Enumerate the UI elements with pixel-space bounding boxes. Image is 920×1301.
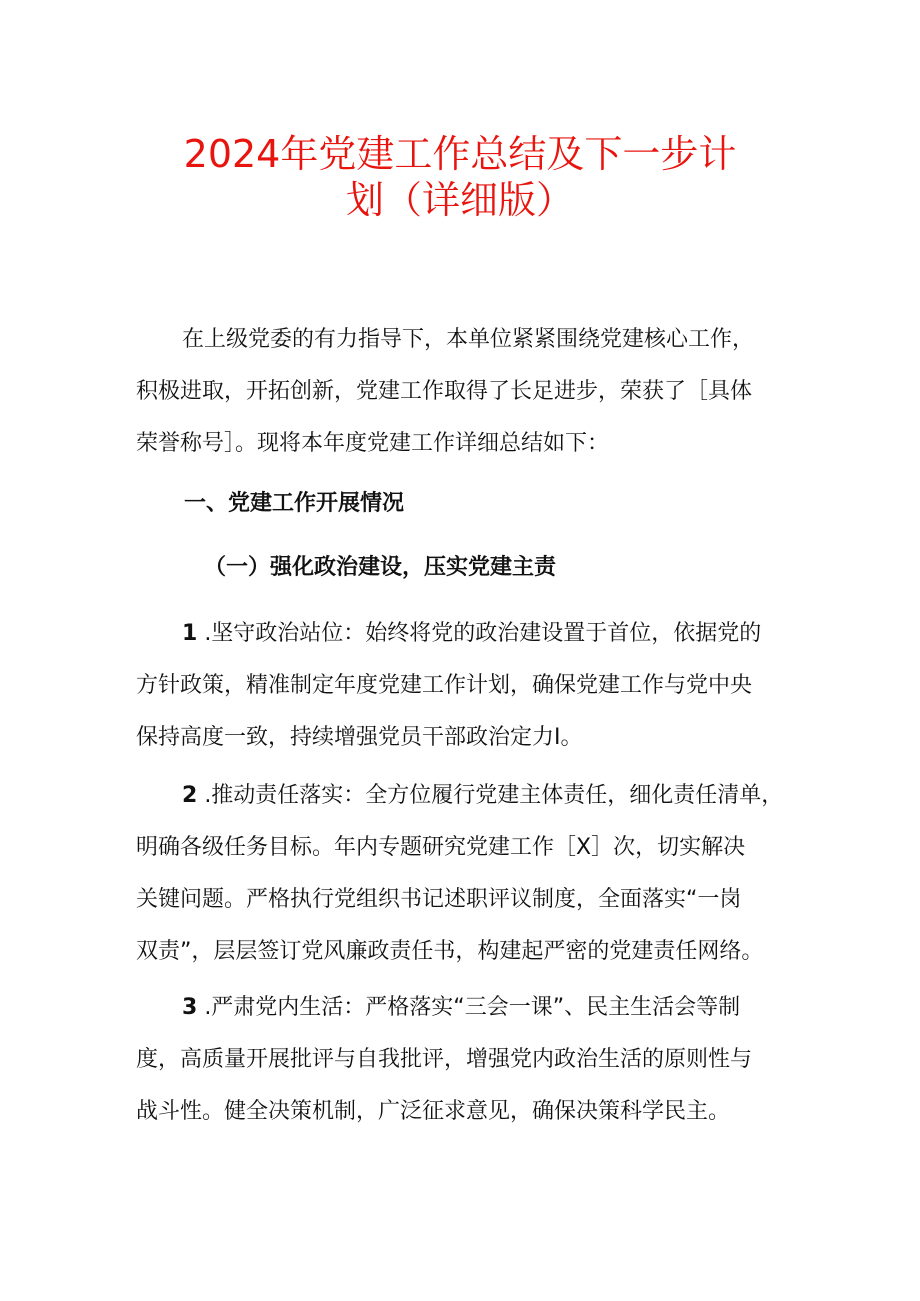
item-3-first-line	[136, 982, 796, 1034]
item-2-first-text: .推动责任落实：全方位履行党建主体责任，细化责任清单，	[204, 783, 784, 808]
intro-line-3: 荣誉称号］。现将本年度党建工作详细总结如下：	[136, 431, 610, 456]
item-2-line-4: 双责”，层层签订党风廉政责任书，构建起严密的党建责任网络。	[136, 939, 764, 964]
item-2-paragraph	[136, 770, 796, 978]
item-1-first-line	[136, 608, 796, 660]
item-1-paragraph	[136, 608, 796, 764]
section-heading: 一、党建工作开展情况	[184, 491, 405, 516]
document-title-line-1: 2024年党建工作总结及下一步计	[183, 132, 737, 176]
item-3-line-2: 度，高质量开展批评与自我批评，增强党内政治生活的原则性与	[136, 1047, 753, 1072]
item-3-number: 3	[182, 995, 198, 1020]
item-2-first-line	[136, 770, 796, 822]
item-1-number: 1	[182, 621, 198, 646]
document-title-line-2: 划（详细版）	[345, 178, 574, 222]
item-1-first-text: .坚守政治站位：始终将党的政治建设置于首位，依据党的	[204, 621, 762, 646]
item-3-line-3: 战斗性。健全决策机制，广泛征求意见，确保决策科学民主。	[136, 1099, 731, 1124]
item-3-first-text: .严肃党内生活：严格落实“三会一课”、民主生活会等制	[204, 995, 741, 1020]
item-1-line-2: 方针政策，精准制定年度党建工作计划，确保党建工作与党中央	[136, 673, 753, 698]
item-2-number: 2	[182, 783, 198, 808]
intro-line-1: 在上级党委的有力指导下，本单位紧紧围绕党建核心工作，	[182, 327, 755, 352]
item-1-line-3: 保持高度一致，持续增强党员干部政治定力I。	[136, 725, 583, 750]
item-2-line-3: 关键问题。严格执行党组织书记述职评议制度，全面落实“一岗	[136, 887, 742, 912]
subsection-heading: （一）强化政治建设，压实党建主责	[204, 555, 557, 580]
item-3-paragraph	[136, 982, 796, 1138]
intro-paragraph	[136, 314, 796, 470]
intro-line-2: 积极进取，开拓创新，党建工作取得了长足进步，荣获了［具体	[136, 379, 753, 404]
item-2-line-2: 明确各级任务目标。年内专题研究党建工作［X］次，切实解决	[136, 835, 746, 860]
